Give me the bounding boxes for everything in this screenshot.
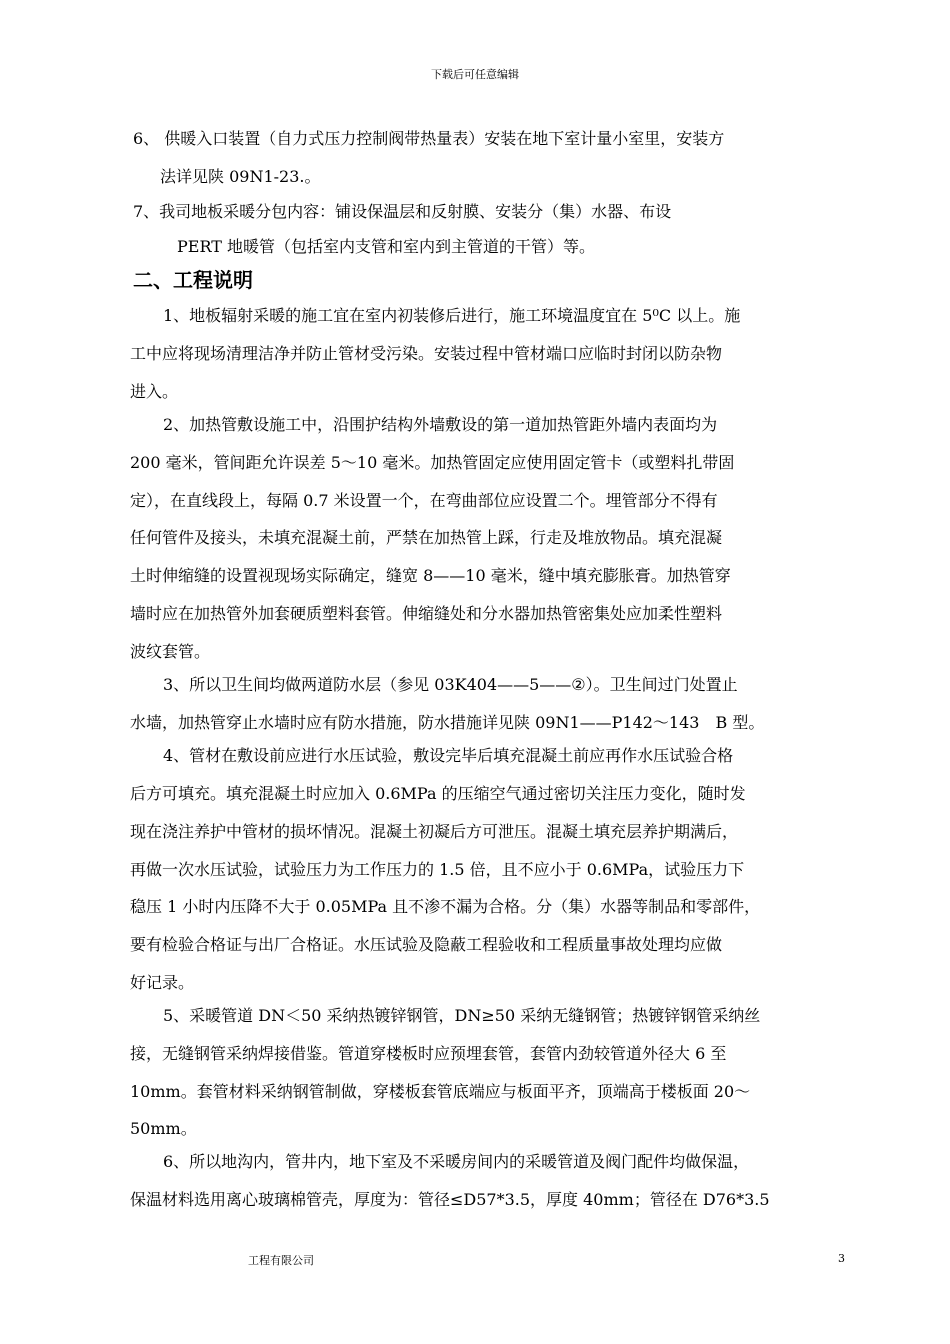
list-item: 7、我司地板采暖分包内容：铺设保温层和反射膜、安装分（集）水器、布设	[133, 202, 672, 221]
body-line: 6、所以地沟内，管井内，地下室及不采暖房间内的采暖管道及阀门配件均做保温，	[163, 1152, 750, 1171]
list-item: PERT 地暖管（包括室内支管和室内到主管道的干管）等。	[177, 237, 595, 256]
section-title: 二、工程说明	[133, 268, 253, 292]
body-line: 1、地板辐射采暖的施工宜在室内初装修后进行，施工环境温度宜在 5⁰C 以上。施	[163, 306, 741, 325]
body-line: 任何管件及接头，未填充混凝土前，严禁在加热管上踩，行走及堆放物品。填充混凝	[130, 528, 723, 547]
body-line: 好记录。	[130, 973, 195, 992]
body-line: 定），在直线段上，每隔 0.7 米设置一个，在弯曲部位应设置二个。埋管部分不得有	[130, 491, 718, 510]
body-line: 3、所以卫生间均做两道防水层（参见 03K404——5——②）。卫生间过门处置止	[163, 675, 738, 694]
body-line: 再做一次水压试验，试验压力为工作压力的 1.5 倍，且不应小于 0.6MPa，试验压力下	[130, 860, 745, 879]
body-line: 墙时应在加热管外加套硬质塑料套管。伸缩缝处和分水器加热管密集处应加柔性塑料	[130, 604, 723, 623]
list-item: 6、 供暖入口装置（自力式压力控制阀带热量表）安装在地下室计量小室里，安装方	[133, 129, 725, 148]
body-line: 保温材料选用离心玻璃棉管壳，厚度为：管径≤D57*3.5，厚度 40mm；管径在 D76*3.5	[130, 1190, 770, 1209]
body-line: 200 毫米，管间距允许误差 5～10 毫米。加热管固定应使用固定管卡（或塑料扎带固	[130, 453, 735, 472]
footer-company: 工程有限公司	[248, 1254, 314, 1267]
page-number: 3	[838, 1252, 845, 1265]
body-line: 接，无缝钢管采纳焊接借鉴。管道穿楼板时应预埋套管，套管内劲较管道外径大 6 至	[130, 1044, 727, 1063]
body-line: 50mm。	[130, 1119, 197, 1138]
body-line: 2、加热管敷设施工中，沿围护结构外墙敷设的第一道加热管距外墙内表面均为	[163, 415, 718, 434]
page-header: 下载后可任意编辑	[431, 68, 519, 81]
body-line: 5、采暖管道 DN＜50 采纳热镀锌钢管，DN≥50 采纳无缝钢管；热镀锌钢管采纳丝	[163, 1006, 761, 1025]
body-line: 波纹套管。	[130, 642, 211, 661]
body-line: 后方可填充。填充混凝土时应加入 0.6MPa 的压缩空气通过密切关注压力变化，随时发	[130, 784, 746, 803]
body-line: 10mm。套管材料采纳钢管制做，穿楼板套管底端应与板面平齐，顶端高于楼板面 20～	[130, 1082, 751, 1101]
body-line: 要有检验合格证与出厂合格证。水压试验及隐蔽工程验收和工程质量事故处理均应做	[130, 935, 723, 954]
body-line: 4、管材在敷设前应进行水压试验，敷设完毕后填充混凝土前应再作水压试验合格	[163, 746, 734, 765]
body-line: 工中应将现场清理洁净并防止管材受污染。安装过程中管材端口应临时封闭以防杂物	[130, 344, 723, 363]
body-line: 稳压 1 小时内压降不大于 0.05MPa 且不渗不漏为合格。分（集）水器等制品和零部件，	[130, 897, 761, 916]
body-line: 水墙，加热管穿止水墙时应有防水措施，防水措施详见陕 09N1——P142～143 B 型。	[130, 713, 765, 732]
body-line: 现在浇注养护中管材的损坏情况。混凝土初凝后方可泄压。混凝土填充层养护期满后，	[130, 822, 739, 841]
body-line: 土时伸缩缝的设置视现场实际确定，缝宽 8——10 毫米，缝中填充膨胀膏。加热管穿	[130, 566, 731, 585]
list-item: 法详见陕 09N1-23.。	[160, 167, 321, 186]
body-line: 进入。	[130, 382, 179, 401]
